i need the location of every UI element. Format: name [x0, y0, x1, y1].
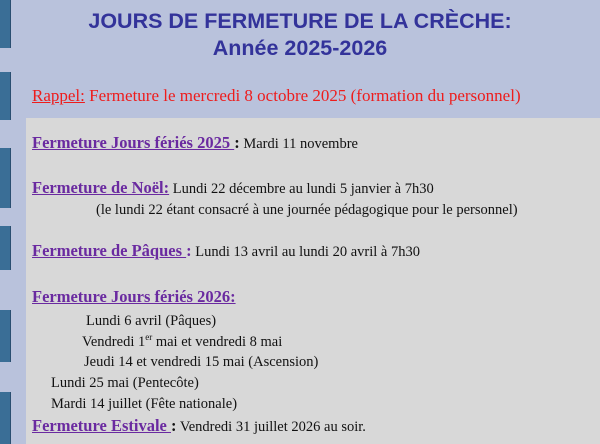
closure-separator: : [170, 416, 177, 435]
holiday-item: Jeudi 14 et vendredi 15 mai (Ascension) [84, 354, 319, 370]
holiday-text: mai et vendredi 8 mai [152, 334, 283, 350]
closure-text: Lundi 13 avril au lundi 20 avril à 7h30 [191, 244, 420, 260]
closure-paques [32, 241, 420, 261]
left-edge-tab [0, 226, 11, 270]
closure-noel-note: (le lundi 22 étant consacré à une journée pédagogique pour le personnel) [96, 202, 518, 218]
closure-feries-2026 [32, 287, 236, 307]
closure-separator: : [186, 241, 192, 260]
holiday-item: Mardi 14 juillet (Fête nationale) [51, 396, 238, 412]
closure-heading: Fermeture Jours fériés 2026: [32, 287, 236, 306]
left-edge-tab [0, 72, 11, 120]
page-subtitle: Année 2025-2026 [212, 36, 388, 60]
holiday-item: Lundi 6 avril (Pâques) [86, 313, 217, 329]
reminder-line [32, 86, 521, 106]
left-edge-tab [0, 310, 11, 362]
closure-heading: Fermeture Jours fériés 2025 [32, 133, 235, 152]
left-edge-tab [0, 148, 11, 208]
closure-feries-2025 [32, 133, 358, 153]
closure-text: Lundi 22 décembre au lundi 5 janvier à 7h30 [169, 181, 434, 197]
reminder-label: Rappel: [32, 86, 85, 105]
closure-heading: Fermeture de Pâques [32, 241, 187, 260]
holiday-item [82, 334, 282, 351]
holiday-text: Vendredi 1 [82, 334, 146, 350]
holiday-item: Lundi 25 mai (Pentecôte) [51, 375, 199, 391]
closure-heading: Fermeture Estivale [32, 416, 171, 435]
page-title: JOURS DE FERMETURE DE LA CRÈCHE: [88, 9, 512, 33]
closure-estivale [32, 416, 366, 436]
closure-text: Vendredi 31 juillet 2026 au soir. [176, 419, 366, 435]
closure-separator: : [234, 133, 240, 152]
left-edge-tab [0, 392, 11, 444]
reminder-text: Fermeture le mercredi 8 octobre 2025 (formation du personnel) [84, 86, 521, 105]
closure-heading: Fermeture de Noël: [32, 178, 170, 197]
closure-noel [32, 178, 434, 198]
holiday-superscript: er [145, 332, 153, 343]
closure-text: Mardi 11 novembre [239, 136, 358, 152]
